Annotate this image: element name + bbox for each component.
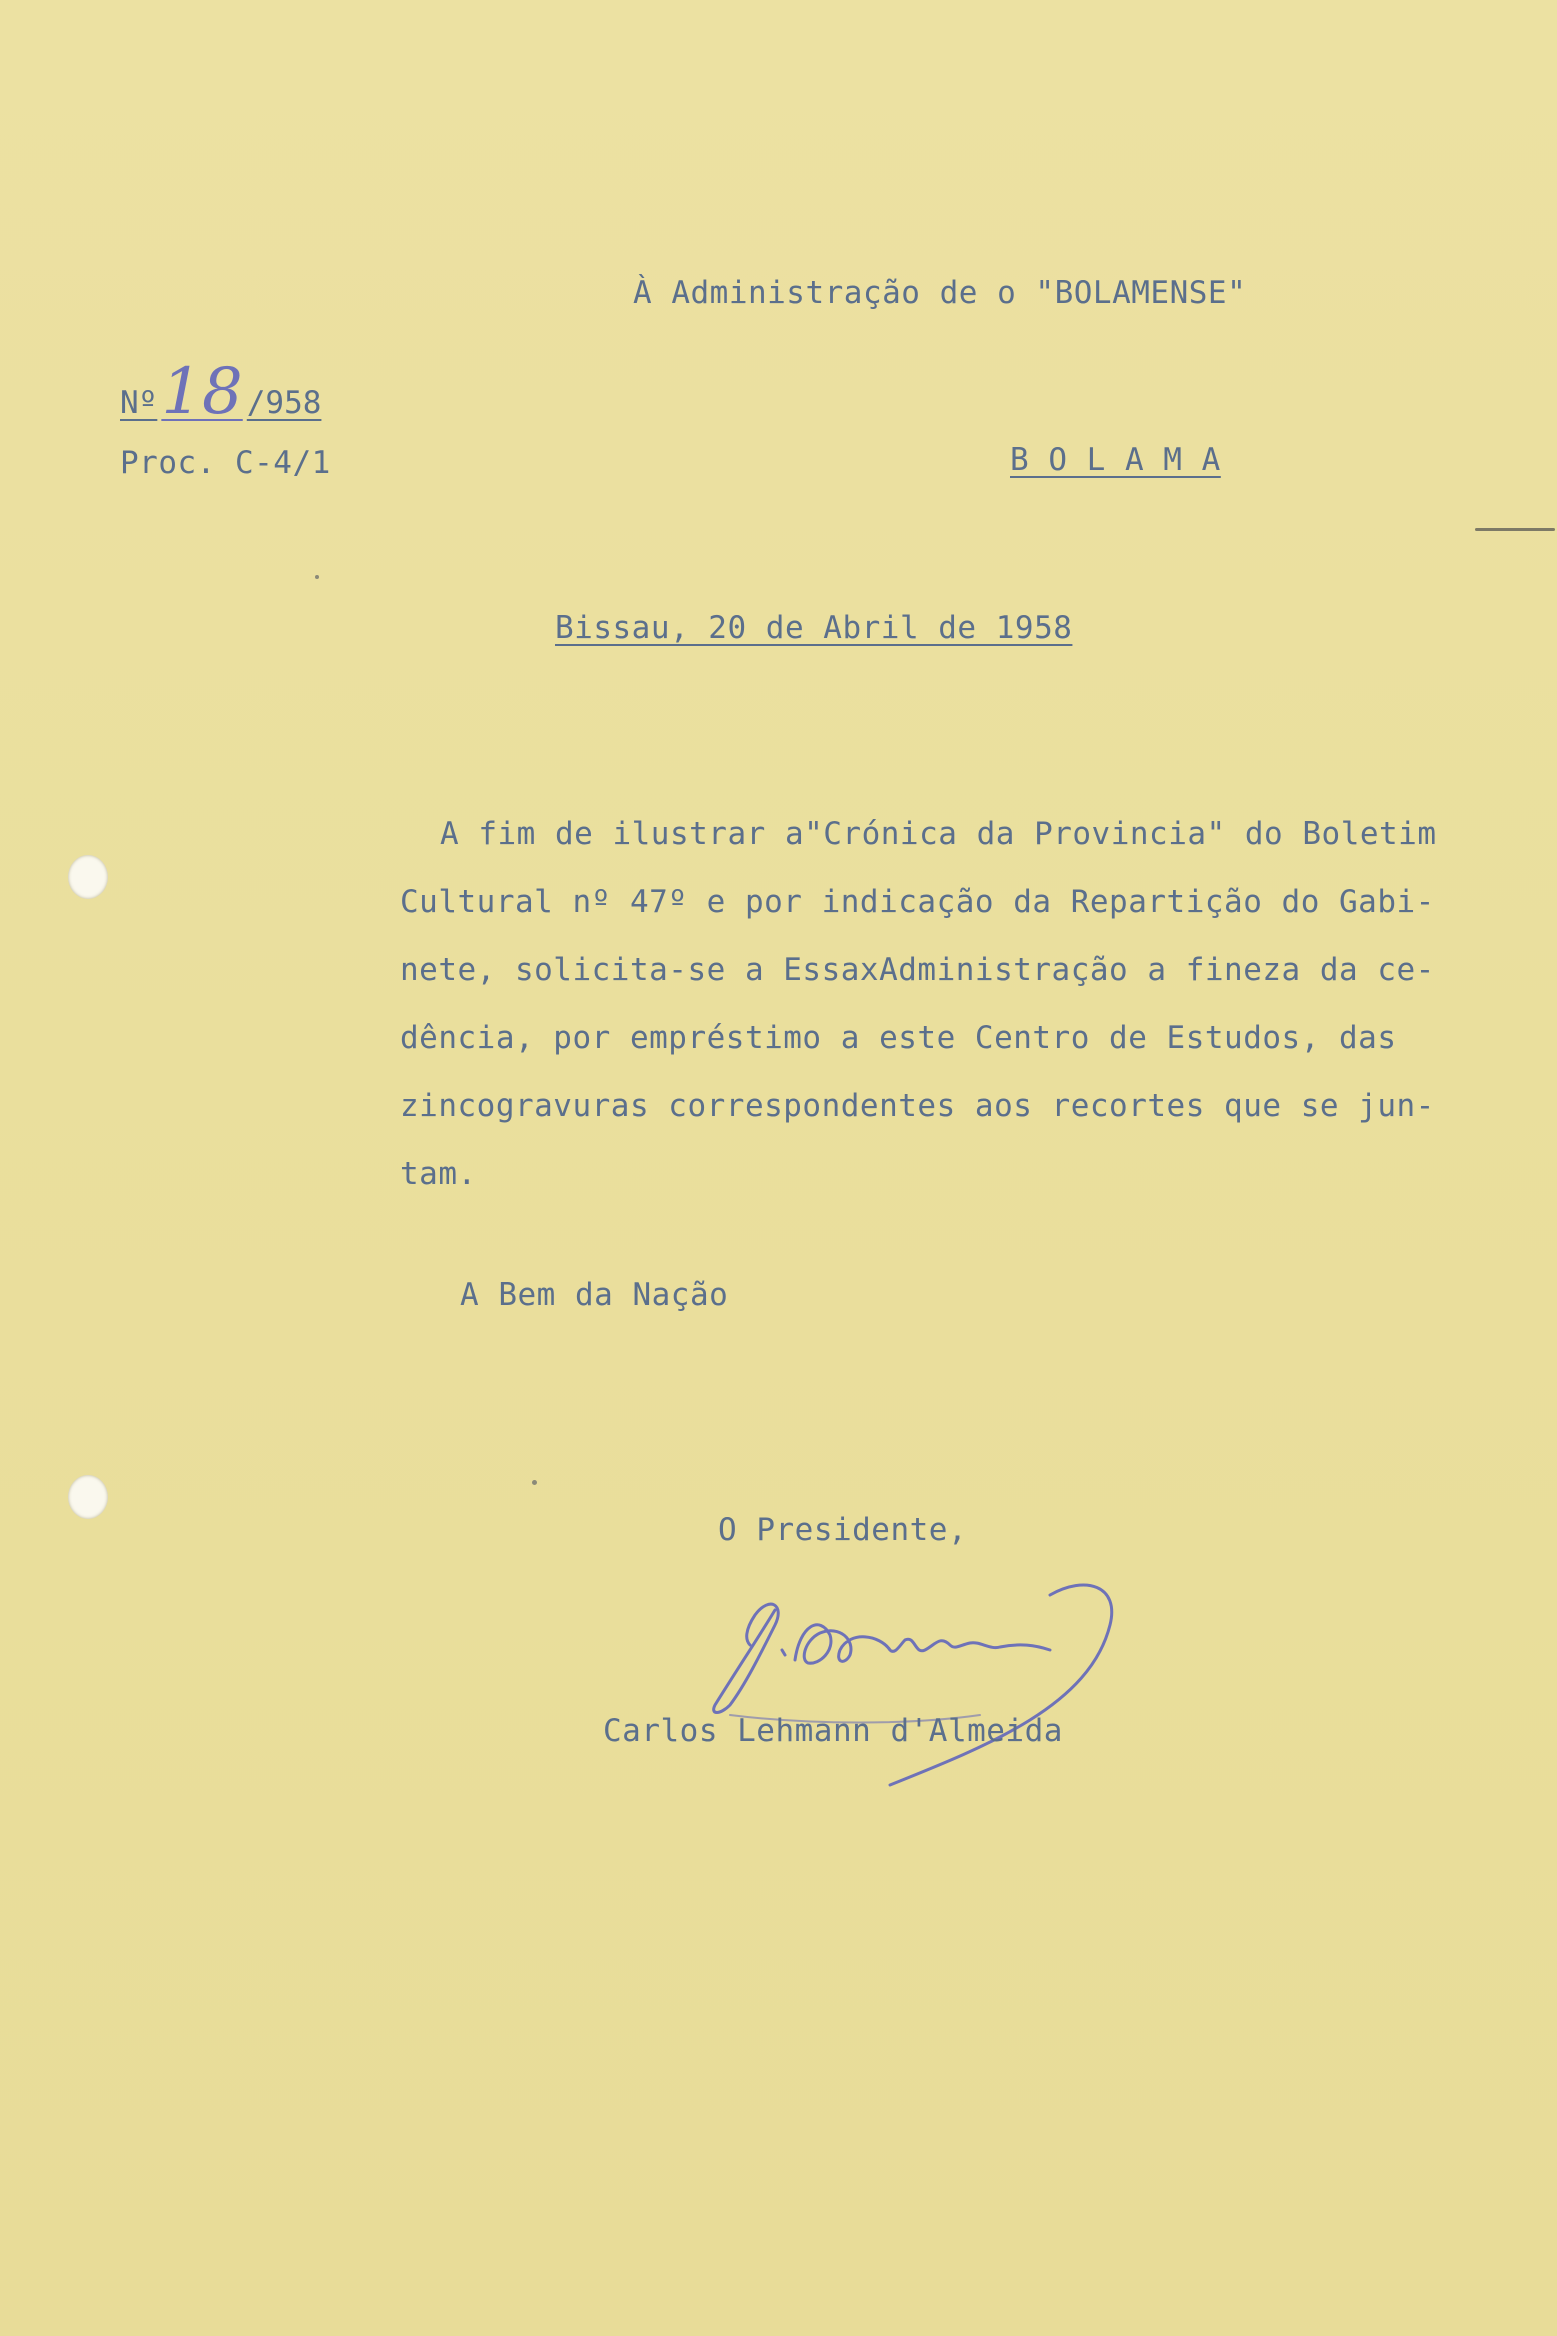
signatory-name: Carlos Lehmann d'Almeida xyxy=(603,1713,1063,1749)
handwritten-number: 18 xyxy=(161,355,243,429)
letter-body xyxy=(400,800,1480,1208)
body-line: dência, por empréstimo a este Centro de Estudos, das xyxy=(400,1020,1397,1056)
punch-hole-bottom xyxy=(68,1475,108,1519)
body-line: A fim de ilustrar a"Crónica da Provincia" do Boletim xyxy=(440,816,1437,852)
body-line: zincogravuras correspondentes aos recortes que se jun- xyxy=(400,1088,1435,1124)
body-line: Cultural nº 47º e por indicação da Repartição do Gabi- xyxy=(400,884,1435,920)
paper-speck xyxy=(532,1480,537,1485)
reference-number xyxy=(120,355,321,429)
process-reference: Proc. C-4/1 xyxy=(120,445,331,481)
number-prefix: Nº xyxy=(120,385,158,421)
place-line: B O L A M A xyxy=(1010,442,1221,478)
handwritten-signature xyxy=(690,1555,1210,1795)
date-line: Bissau, 20 de Abril de 1958 xyxy=(555,610,1073,646)
punch-hole-top xyxy=(68,855,108,899)
body-line: nete, solicita-se a EssaxAdministração a fineza da ce- xyxy=(400,952,1435,988)
number-suffix: /958 xyxy=(246,385,322,421)
body-line: tam. xyxy=(400,1156,477,1192)
closing-salutation: A Bem da Nação xyxy=(460,1277,729,1313)
signatory-title: O Presidente, xyxy=(718,1512,968,1548)
addressee-line: À Administração de o "BOLAMENSE" xyxy=(633,275,1247,311)
paper-speck xyxy=(315,575,319,579)
paper-speck xyxy=(1475,528,1555,531)
